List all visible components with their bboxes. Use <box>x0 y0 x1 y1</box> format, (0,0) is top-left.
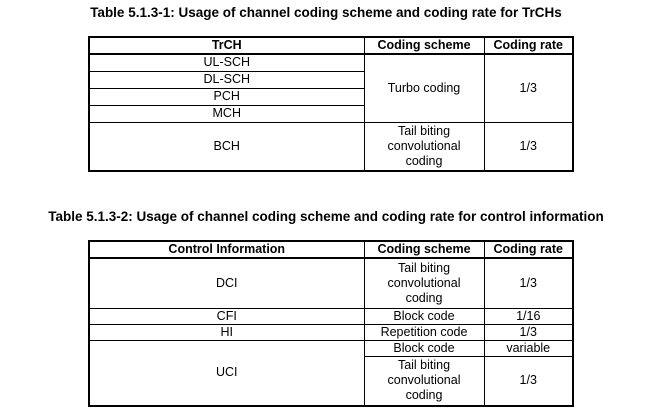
coding-rate-cell: 1/3 <box>484 258 573 308</box>
control-info-coding-table <box>88 240 574 407</box>
header-trch: TrCH <box>89 37 364 54</box>
table-header-row <box>89 241 573 258</box>
coding-rate-cell: 1/3 <box>484 324 573 340</box>
trch-cell: DL-SCH <box>89 71 364 88</box>
coding-scheme-cell <box>364 258 484 308</box>
trch-cell: PCH <box>89 88 364 105</box>
coding-scheme-cell <box>364 122 484 171</box>
coding-rate-cell: 1/16 <box>484 308 573 324</box>
trch-cell: UL-SCH <box>89 54 364 71</box>
header-control-information: Control Information <box>89 241 364 258</box>
table-header-row <box>89 37 573 54</box>
control-info-cell: HI <box>89 324 364 340</box>
header-coding-rate: Coding rate <box>484 241 573 258</box>
header-coding-rate: Coding rate <box>484 37 573 54</box>
scheme-line: convolutional <box>387 373 461 388</box>
trch-cell: BCH <box>89 122 364 171</box>
coding-rate-cell: 1/3 <box>484 356 573 406</box>
control-info-cell: UCI <box>89 340 364 406</box>
coding-scheme-cell: Block code <box>364 340 484 356</box>
coding-rate-cell: 1/3 <box>484 54 573 122</box>
table-row <box>89 340 573 356</box>
control-info-cell: DCI <box>89 258 364 308</box>
scheme-line: coding <box>405 290 443 305</box>
scheme-line: convolutional <box>387 275 461 290</box>
header-coding-scheme: Coding scheme <box>364 37 484 54</box>
coding-rate-cell: variable <box>484 340 573 356</box>
table1-caption: Table 5.1.3-1: Usage of channel coding scheme and coding rate for TrCHs <box>90 5 562 20</box>
scheme-line: Tail biting <box>397 123 451 138</box>
trch-cell: MCH <box>89 105 364 122</box>
header-coding-scheme: Coding scheme <box>364 241 484 258</box>
coding-scheme-cell: Repetition code <box>364 324 484 340</box>
scheme-line: Tail biting <box>397 358 451 373</box>
trch-coding-table <box>88 36 574 172</box>
table-row <box>89 324 573 340</box>
table-row <box>89 308 573 324</box>
scheme-line: convolutional <box>387 138 461 153</box>
scheme-line: coding <box>405 388 443 403</box>
scheme-line: coding <box>405 153 443 168</box>
table2-caption: Table 5.1.3-2: Usage of channel coding scheme and coding rate for control information <box>48 209 604 224</box>
coding-scheme-cell <box>364 356 484 406</box>
table-row <box>89 54 573 71</box>
table-row <box>89 258 573 308</box>
coding-rate-cell: 1/3 <box>484 122 573 171</box>
coding-scheme-cell: Block code <box>364 308 484 324</box>
control-info-cell: CFI <box>89 308 364 324</box>
scheme-line: Tail biting <box>397 260 451 275</box>
table-row <box>89 122 573 171</box>
coding-scheme-cell: Turbo coding <box>364 54 484 122</box>
